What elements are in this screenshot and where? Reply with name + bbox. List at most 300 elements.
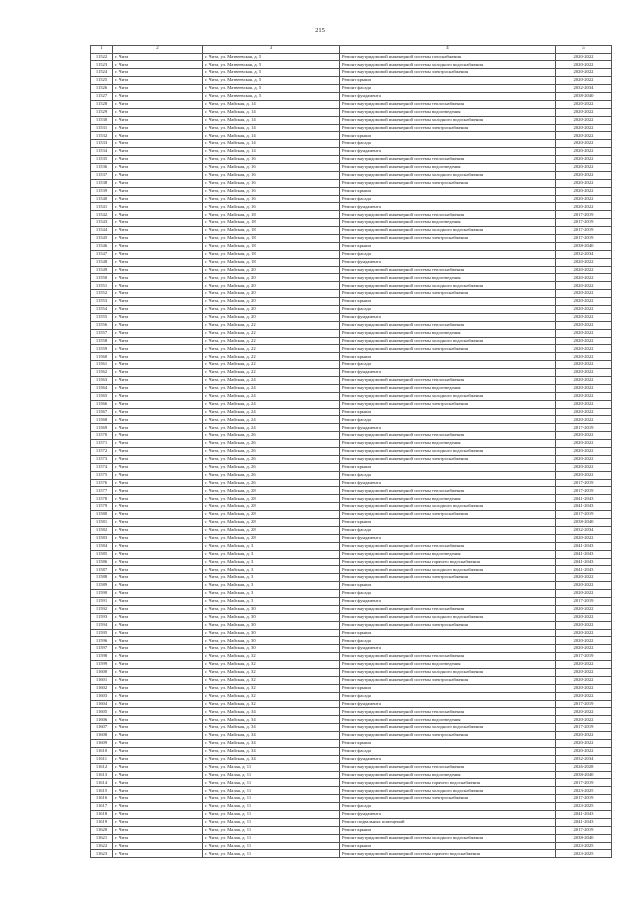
municipality-cell: г. Чита: [113, 590, 203, 598]
table-row: [91, 590, 612, 598]
row-number-cell: 11607: [91, 724, 113, 732]
address-cell: г. Чита, ул. Майская, д. 16: [203, 156, 340, 164]
table-row: [91, 408, 612, 416]
address-cell: г. Чита, ул. Майская, д. 18: [203, 258, 340, 266]
work-type-cell: Ремонт крыши: [340, 684, 556, 692]
municipality-cell: г. Чита: [113, 179, 203, 187]
municipality-cell: г. Чита: [113, 700, 203, 708]
table-row: [91, 763, 612, 771]
work-type-cell: Ремонт внутридомовой инженерной системы водоотведения: [340, 384, 556, 392]
municipality-cell: г. Чита: [113, 542, 203, 550]
period-cell: 2020-2022: [556, 171, 612, 179]
work-type-cell: Ремонт внутридомовой инженерной системы холодного водоснабжения: [340, 566, 556, 574]
period-cell: 2032-2034: [556, 526, 612, 534]
row-number-cell: 11596: [91, 637, 113, 645]
row-number-cell: 11593: [91, 613, 113, 621]
table-row: [91, 574, 612, 582]
municipality-cell: г. Чита: [113, 448, 203, 456]
table-row: [91, 795, 612, 803]
period-cell: 2020-2022: [556, 708, 612, 716]
period-cell: 2038-2040: [556, 834, 612, 842]
work-type-cell: Ремонт внутридомовой инженерной системы электроснабжения: [340, 676, 556, 684]
period-cell: 2020-2022: [556, 329, 612, 337]
address-cell: г. Чита, ул. Майская, д. 20: [203, 266, 340, 274]
address-cell: г. Чита, ул. Майская, д. 14: [203, 140, 340, 148]
address-cell: г. Чита, ул. Майская, д. 18: [203, 234, 340, 242]
row-number-cell: 11522: [91, 53, 113, 61]
row-number-cell: 11608: [91, 732, 113, 740]
address-cell: г. Чита, ул. Малая, д. 11: [203, 842, 340, 850]
work-type-cell: Ремонт внутридомовой инженерной системы горячего водоснабжения: [340, 779, 556, 787]
row-number-cell: 11583: [91, 534, 113, 542]
work-type-cell: Ремонт крыши: [340, 408, 556, 416]
address-cell: г. Чита, ул. Майская, д. 22: [203, 329, 340, 337]
row-number-cell: 11618: [91, 811, 113, 819]
table-row: [91, 306, 612, 314]
work-type-cell: Ремонт внутридомовой инженерной системы водоотведения: [340, 274, 556, 282]
address-cell: г. Чита, ул. Майская, д. 16: [203, 187, 340, 195]
table-row: [91, 227, 612, 235]
work-type-cell: Ремонт фасада: [340, 306, 556, 314]
address-cell: г. Чита, ул. Майская, д. 14: [203, 132, 340, 140]
table-row: [91, 69, 612, 77]
work-type-cell: Ремонт внутридомовой инженерной системы электроснабжения: [340, 400, 556, 408]
period-cell: 2020-2022: [556, 321, 612, 329]
municipality-cell: г. Чита: [113, 424, 203, 432]
period-cell: 2020-2022: [556, 574, 612, 582]
address-cell: г. Чита, ул. Майская, д. 16: [203, 163, 340, 171]
address-cell: г. Чита, ул. Майская, д. 18: [203, 219, 340, 227]
row-number-cell: 11577: [91, 487, 113, 495]
work-type-cell: Ремонт фундамента: [340, 313, 556, 321]
table-row: [91, 519, 612, 527]
address-cell: г. Чита, ул. Майская, д. 3: [203, 590, 340, 598]
row-number-cell: 11526: [91, 85, 113, 93]
address-cell: г. Чита, ул. Майская, д. 18: [203, 211, 340, 219]
address-cell: г. Чита, ул. Майская, д. 32: [203, 676, 340, 684]
table-row: [91, 440, 612, 448]
period-cell: 2020-2022: [556, 69, 612, 77]
period-cell: 2020-2022: [556, 392, 612, 400]
period-cell: 2020-2022: [556, 739, 612, 747]
row-number-cell: 11572: [91, 448, 113, 456]
period-cell: 2020-2022: [556, 361, 612, 369]
period-cell: 2020-2022: [556, 676, 612, 684]
table-row: [91, 140, 612, 148]
work-type-cell: Ремонт внутридомовой инженерной системы холодного водоснабжения: [340, 834, 556, 842]
address-cell: г. Чита, ул. Майская, д. 32: [203, 700, 340, 708]
row-number-cell: 11528: [91, 100, 113, 108]
row-number-cell: 11553: [91, 298, 113, 306]
table-row: [91, 684, 612, 692]
work-type-cell: Ремонт внутридомовой инженерной системы холодного водоснабжения: [340, 448, 556, 456]
period-cell: 2020-2022: [556, 455, 612, 463]
address-cell: г. Чита, ул. Майская, д. 20: [203, 306, 340, 314]
work-type-cell: Ремонт внутридомовой инженерной системы холодного водоснабжения: [340, 282, 556, 290]
period-cell: 2020-2022: [556, 408, 612, 416]
work-type-cell: Ремонт фасада: [340, 85, 556, 93]
header-cell-municipality: 2: [113, 46, 203, 54]
row-number-cell: 11579: [91, 503, 113, 511]
address-cell: г. Чита, ул. Майская, д. 34: [203, 716, 340, 724]
work-type-cell: Ремонт внутридомовой инженерной системы электроснабжения: [340, 345, 556, 353]
table-row: [91, 487, 612, 495]
row-number-cell: 11562: [91, 369, 113, 377]
table-row: [91, 234, 612, 242]
table-row: [91, 511, 612, 519]
table-row: [91, 171, 612, 179]
work-type-cell: Ремонт внутридомовой инженерной системы теплоснабжения: [340, 156, 556, 164]
work-type-cell: Ремонт фасада: [340, 590, 556, 598]
municipality-cell: г. Чита: [113, 353, 203, 361]
work-type-cell: Ремонт крыши: [340, 242, 556, 250]
address-cell: г. Чита, ул. Майская, д. 18: [203, 250, 340, 258]
work-type-cell: Ремонт внутридомовой инженерной системы теплоснабжения: [340, 377, 556, 385]
work-type-cell: Ремонт внутридомовой инженерной системы водоотведения: [340, 163, 556, 171]
municipality-cell: г. Чита: [113, 282, 203, 290]
period-cell: 2017-2019: [556, 479, 612, 487]
period-cell: 2020-2022: [556, 53, 612, 61]
row-number-cell: 11563: [91, 377, 113, 385]
row-number-cell: 11543: [91, 219, 113, 227]
work-type-cell: Ремонт крыши: [340, 132, 556, 140]
work-type-cell: Ремонт внутридомовой инженерной системы водоотведения: [340, 440, 556, 448]
address-cell: г. Чита, ул. Майская, д. 14: [203, 108, 340, 116]
table-row: [91, 250, 612, 258]
municipality-cell: г. Чита: [113, 558, 203, 566]
period-cell: 2041-2043: [556, 495, 612, 503]
row-number-cell: 11585: [91, 550, 113, 558]
municipality-cell: г. Чита: [113, 771, 203, 779]
address-cell: г. Чита, ул. Майская, д. 34: [203, 732, 340, 740]
table-row: [91, 700, 612, 708]
work-type-cell: Ремонт внутридомовой инженерной системы холодного водоснабжения: [340, 227, 556, 235]
address-cell: г. Чита, ул. Майская, д. 14: [203, 124, 340, 132]
municipality-cell: г. Чита: [113, 471, 203, 479]
table-row: [91, 156, 612, 164]
address-cell: г. Чита, ул. Майская, д. 20: [203, 274, 340, 282]
row-number-cell: 11582: [91, 526, 113, 534]
table-row: [91, 471, 612, 479]
table-row: [91, 432, 612, 440]
table-row: [91, 463, 612, 471]
period-cell: 2017-2019: [556, 700, 612, 708]
table-row: [91, 329, 612, 337]
address-cell: г. Чита, ул. Малая, д. 11: [203, 779, 340, 787]
address-cell: г. Чита, ул. Матвеевская, д. 5: [203, 53, 340, 61]
municipality-cell: г. Чита: [113, 566, 203, 574]
table-row: [91, 668, 612, 676]
period-cell: 2020-2022: [556, 645, 612, 653]
row-number-cell: 11604: [91, 700, 113, 708]
header-cell-address: 3: [203, 46, 340, 54]
municipality-cell: г. Чита: [113, 440, 203, 448]
address-cell: г. Чита, ул. Майская, д. 26: [203, 432, 340, 440]
table-row: [91, 211, 612, 219]
table-row: [91, 747, 612, 755]
work-type-cell: Ремонт крыши: [340, 582, 556, 590]
period-cell: 2020-2022: [556, 605, 612, 613]
work-type-cell: Ремонт фасада: [340, 526, 556, 534]
header-cell-work-type: 4: [340, 46, 556, 54]
municipality-cell: г. Чита: [113, 298, 203, 306]
row-number-cell: 11598: [91, 653, 113, 661]
work-type-cell: Ремонт внутридомовой инженерной системы теплоснабжения: [340, 542, 556, 550]
address-cell: г. Чита, ул. Майская, д. 26: [203, 440, 340, 448]
work-type-cell: Ремонт внутридомовой инженерной системы электроснабжения: [340, 234, 556, 242]
municipality-cell: г. Чита: [113, 258, 203, 266]
table-row: [91, 124, 612, 132]
address-cell: г. Чита, ул. Матвеевская, д. 5: [203, 61, 340, 69]
table-row: [91, 282, 612, 290]
table-row: [91, 550, 612, 558]
table-row: [91, 826, 612, 834]
municipality-cell: г. Чита: [113, 345, 203, 353]
period-cell: 2020-2022: [556, 692, 612, 700]
municipality-cell: г. Чита: [113, 692, 203, 700]
work-type-cell: Ремонт внутридомовой инженерной системы водоотведения: [340, 329, 556, 337]
period-cell: 2020-2022: [556, 77, 612, 85]
address-cell: г. Чита, ул. Майская, д. 34: [203, 755, 340, 763]
work-type-cell: Ремонт внутридомовой инженерной системы холодного водоснабжения: [340, 116, 556, 124]
address-cell: г. Чита, ул. Майская, д. 30: [203, 637, 340, 645]
table-row: [91, 771, 612, 779]
row-number-cell: 11586: [91, 558, 113, 566]
row-number-cell: 11620: [91, 826, 113, 834]
table-row: [91, 542, 612, 550]
address-cell: г. Чита, ул. Майская, д. 24: [203, 384, 340, 392]
period-cell: 2020-2022: [556, 432, 612, 440]
municipality-cell: г. Чита: [113, 605, 203, 613]
municipality-cell: г. Чита: [113, 53, 203, 61]
table-row: [91, 92, 612, 100]
address-cell: г. Чита, ул. Майская, д. 3: [203, 574, 340, 582]
period-cell: 2020-2022: [556, 132, 612, 140]
municipality-cell: г. Чита: [113, 171, 203, 179]
work-type-cell: Ремонт крыши: [340, 519, 556, 527]
work-type-cell: Ремонт внутридомовой инженерной системы теплоснабжения: [340, 266, 556, 274]
period-cell: 2020-2022: [556, 274, 612, 282]
work-type-cell: Ремонт фундамента: [340, 597, 556, 605]
address-cell: г. Чита, ул. Майская, д. 24: [203, 377, 340, 385]
period-cell: 2017-2019: [556, 779, 612, 787]
period-cell: 2020-2022: [556, 148, 612, 156]
address-cell: г. Чита, ул. Майская, д. 28: [203, 534, 340, 542]
period-cell: 2020-2022: [556, 613, 612, 621]
address-cell: г. Чита, ул. Майская, д. 28: [203, 519, 340, 527]
row-number-cell: 11606: [91, 716, 113, 724]
table-row: [91, 108, 612, 116]
address-cell: г. Чита, ул. Майская, д. 32: [203, 661, 340, 669]
address-cell: г. Чита, ул. Майская, д. 20: [203, 282, 340, 290]
work-type-cell: Ремонт внутридомовой инженерной системы теплоснабжения: [340, 653, 556, 661]
period-cell: 2032-2034: [556, 250, 612, 258]
work-type-cell: Ремонт подвальных помещений: [340, 818, 556, 826]
municipality-cell: г. Чита: [113, 803, 203, 811]
period-cell: 2020-2022: [556, 716, 612, 724]
period-cell: 2032-2034: [556, 755, 612, 763]
municipality-cell: г. Чита: [113, 684, 203, 692]
table-row: [91, 274, 612, 282]
table-row: [91, 566, 612, 574]
address-cell: г. Чита, ул. Майская, д. 16: [203, 171, 340, 179]
address-cell: г. Чита, ул. Майская, д. 24: [203, 400, 340, 408]
row-number-cell: 11540: [91, 195, 113, 203]
row-number-cell: 11594: [91, 621, 113, 629]
address-cell: г. Чита, ул. Майская, д. 26: [203, 479, 340, 487]
municipality-cell: г. Чита: [113, 234, 203, 242]
table-row: [91, 132, 612, 140]
address-cell: г. Чита, ул. Майская, д. 14: [203, 148, 340, 156]
table-row: [91, 242, 612, 250]
work-type-cell: Ремонт крыши: [340, 187, 556, 195]
table-row: [91, 724, 612, 732]
address-cell: г. Чита, ул. Майская, д. 16: [203, 179, 340, 187]
row-number-cell: 11584: [91, 542, 113, 550]
municipality-cell: г. Чита: [113, 463, 203, 471]
period-cell: 2017-2019: [556, 597, 612, 605]
municipality-cell: г. Чита: [113, 227, 203, 235]
period-cell: 2038-2040: [556, 771, 612, 779]
address-cell: г. Чита, ул. Майская, д. 22: [203, 361, 340, 369]
table-row: [91, 692, 612, 700]
address-cell: г. Чита, ул. Майская, д. 16: [203, 195, 340, 203]
row-number-cell: 11595: [91, 629, 113, 637]
table-row: [91, 637, 612, 645]
address-cell: г. Чита, ул. Майская, д. 34: [203, 739, 340, 747]
municipality-cell: г. Чита: [113, 621, 203, 629]
work-type-cell: Ремонт внутридомовой инженерной системы холодного водоснабжения: [340, 171, 556, 179]
period-cell: 2020-2022: [556, 337, 612, 345]
municipality-cell: г. Чита: [113, 306, 203, 314]
work-type-cell: Ремонт внутридомовой инженерной системы электроснабжения: [340, 795, 556, 803]
address-cell: г. Чита, ул. Майская, д. 22: [203, 369, 340, 377]
address-cell: г. Чита, ул. Майская, д. 34: [203, 747, 340, 755]
municipality-cell: г. Чита: [113, 763, 203, 771]
row-number-cell: 11623: [91, 850, 113, 858]
work-type-cell: Ремонт внутридомовой инженерной системы электроснабжения: [340, 621, 556, 629]
row-number-cell: 11566: [91, 400, 113, 408]
table-row: [91, 353, 612, 361]
municipality-cell: г. Чита: [113, 148, 203, 156]
table-row: [91, 424, 612, 432]
work-type-cell: Ремонт внутридомовой инженерной системы теплоснабжения: [340, 487, 556, 495]
address-cell: г. Чита, ул. Малая, д. 11: [203, 834, 340, 842]
work-type-cell: Ремонт внутридомовой инженерной системы водоотведения: [340, 661, 556, 669]
table-row: [91, 100, 612, 108]
table-row: [91, 621, 612, 629]
row-number-cell: 11558: [91, 337, 113, 345]
row-number-cell: 11530: [91, 116, 113, 124]
work-type-cell: Ремонт внутридомовой инженерной системы водоотведения: [340, 108, 556, 116]
period-cell: 2020-2022: [556, 661, 612, 669]
row-number-cell: 11590: [91, 590, 113, 598]
period-cell: 2020-2022: [556, 369, 612, 377]
row-number-cell: 11537: [91, 171, 113, 179]
address-cell: г. Чита, ул. Майская, д. 22: [203, 345, 340, 353]
table-row: [91, 321, 612, 329]
municipality-cell: г. Чита: [113, 487, 203, 495]
table-row: [91, 834, 612, 842]
period-cell: 2020-2022: [556, 258, 612, 266]
period-cell: 2041-2043: [556, 811, 612, 819]
municipality-cell: г. Чита: [113, 432, 203, 440]
work-type-cell: Ремонт фасада: [340, 747, 556, 755]
municipality-cell: г. Чита: [113, 668, 203, 676]
row-number-cell: 11549: [91, 266, 113, 274]
table-row: [91, 392, 612, 400]
period-cell: 2041-2043: [556, 818, 612, 826]
period-cell: 2020-2022: [556, 377, 612, 385]
work-type-cell: Ремонт внутридомовой инженерной системы теплоснабжения: [340, 605, 556, 613]
address-cell: г. Чита, ул. Майская, д. 24: [203, 392, 340, 400]
table-row: [91, 187, 612, 195]
work-type-cell: Ремонт фундамента: [340, 148, 556, 156]
work-type-cell: Ремонт внутридомовой инженерной системы теплоснабжения: [340, 763, 556, 771]
period-cell: 2017-2019: [556, 487, 612, 495]
table-body: [91, 53, 612, 858]
address-cell: г. Чита, ул. Майская, д. 32: [203, 653, 340, 661]
address-cell: г. Чита, ул. Майская, д. 3: [203, 550, 340, 558]
row-number-cell: 11613: [91, 771, 113, 779]
address-cell: г. Чита, ул. Майская, д. 22: [203, 353, 340, 361]
municipality-cell: г. Чита: [113, 732, 203, 740]
row-number-cell: 11581: [91, 519, 113, 527]
address-cell: г. Чита, ул. Матвеевская, д. 5: [203, 77, 340, 85]
municipality-cell: г. Чита: [113, 132, 203, 140]
row-number-cell: 11599: [91, 661, 113, 669]
municipality-cell: г. Чита: [113, 526, 203, 534]
period-cell: 2020-2022: [556, 203, 612, 211]
row-number-cell: 11539: [91, 187, 113, 195]
row-number-cell: 11616: [91, 795, 113, 803]
period-cell: 2020-2022: [556, 290, 612, 298]
municipality-cell: г. Чита: [113, 519, 203, 527]
period-cell: 2020-2022: [556, 116, 612, 124]
municipality-cell: г. Чита: [113, 416, 203, 424]
table-row: [91, 842, 612, 850]
work-type-cell: Ремонт фундамента: [340, 369, 556, 377]
table-row: [91, 645, 612, 653]
table-row: [91, 676, 612, 684]
row-number-cell: 11576: [91, 479, 113, 487]
address-cell: г. Чита, ул. Майская, д. 16: [203, 203, 340, 211]
municipality-cell: г. Чита: [113, 637, 203, 645]
municipality-cell: г. Чита: [113, 724, 203, 732]
period-cell: 2020-2022: [556, 140, 612, 148]
period-cell: 2017-2019: [556, 826, 612, 834]
table-row: [91, 534, 612, 542]
address-cell: г. Чита, ул. Майская, д. 30: [203, 613, 340, 621]
address-cell: г. Чита, ул. Майская, д. 34: [203, 724, 340, 732]
row-number-cell: 11529: [91, 108, 113, 116]
row-number-cell: 11569: [91, 424, 113, 432]
table-row: [91, 803, 612, 811]
address-cell: г. Чита, ул. Майская, д. 28: [203, 495, 340, 503]
row-number-cell: 11571: [91, 440, 113, 448]
work-type-cell: Ремонт внутридомовой инженерной системы теплоснабжения: [340, 708, 556, 716]
address-cell: г. Чита, ул. Майская, д. 18: [203, 227, 340, 235]
row-number-cell: 11541: [91, 203, 113, 211]
row-number-cell: 11542: [91, 211, 113, 219]
municipality-cell: г. Чита: [113, 613, 203, 621]
period-cell: 2020-2022: [556, 298, 612, 306]
address-cell: г. Чита, ул. Майская, д. 30: [203, 645, 340, 653]
municipality-cell: г. Чита: [113, 408, 203, 416]
address-cell: г. Чита, ул. Майская, д. 20: [203, 313, 340, 321]
municipality-cell: г. Чита: [113, 795, 203, 803]
period-cell: 2020-2022: [556, 621, 612, 629]
